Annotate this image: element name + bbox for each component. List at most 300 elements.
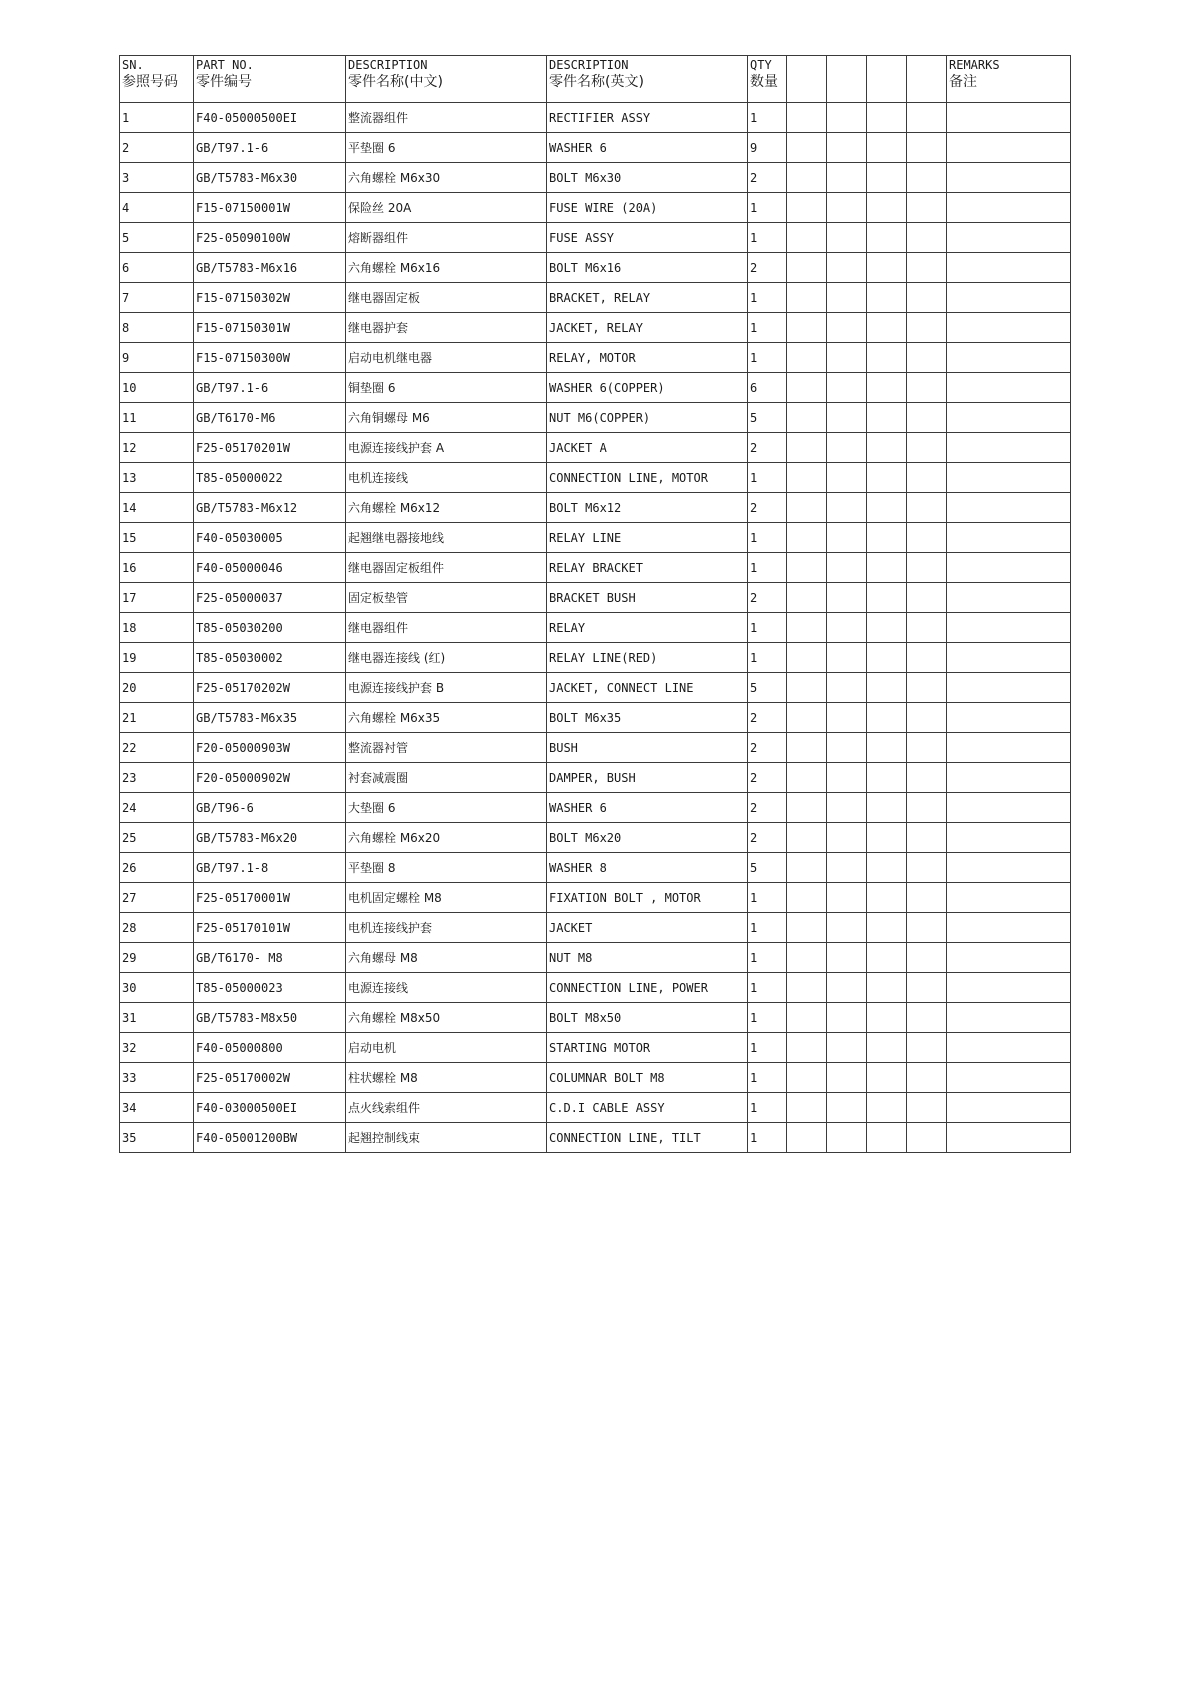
description-cn-cell: 电机连接线 (346, 463, 547, 493)
qty-cell: 2 (748, 823, 787, 853)
header-part-no: PART NO. 零件编号 (194, 56, 346, 103)
blank-cell-4 (907, 673, 947, 703)
description-cn-cell: 柱状螺栓 M8 (346, 1063, 547, 1093)
sn-cell: 1 (120, 103, 194, 133)
parts-table (119, 55, 1071, 1153)
blank-cell-1 (787, 883, 827, 913)
description-en-cell: JACKET (547, 913, 748, 943)
description-en-cell: RELAY LINE (547, 523, 748, 553)
blank-cell-3 (867, 613, 907, 643)
header-blank-3 (867, 56, 907, 103)
sn-cell: 2 (120, 133, 194, 163)
blank-cell-3 (867, 913, 907, 943)
qty-cell: 1 (748, 313, 787, 343)
blank-cell-1 (787, 703, 827, 733)
blank-cell-2 (827, 463, 867, 493)
description-cn-cell: 六角螺栓 M6x16 (346, 253, 547, 283)
sn-cell: 12 (120, 433, 194, 463)
header-sn: SN. 参照号码 (120, 56, 194, 103)
table-row (120, 343, 1071, 373)
blank-cell-1 (787, 1033, 827, 1063)
qty-cell: 5 (748, 853, 787, 883)
sn-cell: 26 (120, 853, 194, 883)
blank-cell-1 (787, 103, 827, 133)
sn-cell: 3 (120, 163, 194, 193)
qty-cell: 2 (748, 763, 787, 793)
header-blank-4 (907, 56, 947, 103)
blank-cell-4 (907, 313, 947, 343)
remarks-cell (947, 1003, 1071, 1033)
blank-cell-2 (827, 943, 867, 973)
blank-cell-3 (867, 193, 907, 223)
remarks-cell (947, 883, 1071, 913)
remarks-cell (947, 133, 1071, 163)
sn-cell: 24 (120, 793, 194, 823)
part-no-cell: F25-05000037 (194, 583, 346, 613)
table-row (120, 1063, 1071, 1093)
qty-cell: 5 (748, 403, 787, 433)
blank-cell-1 (787, 943, 827, 973)
blank-cell-4 (907, 463, 947, 493)
sn-cell: 16 (120, 553, 194, 583)
blank-cell-3 (867, 553, 907, 583)
description-cn-cell: 平垫圈 8 (346, 853, 547, 883)
table-row (120, 523, 1071, 553)
remarks-cell (947, 973, 1071, 1003)
blank-cell-2 (827, 1033, 867, 1063)
table-row (120, 973, 1071, 1003)
description-cn-cell: 六角螺栓 M6x20 (346, 823, 547, 853)
description-cn-cell: 铜垫圈 6 (346, 373, 547, 403)
remarks-cell (947, 193, 1071, 223)
blank-cell-4 (907, 823, 947, 853)
blank-cell-4 (907, 733, 947, 763)
description-cn-cell: 电源连接线护套 A (346, 433, 547, 463)
qty-cell: 1 (748, 553, 787, 583)
description-cn-cell: 起翘继电器接地线 (346, 523, 547, 553)
blank-cell-2 (827, 673, 867, 703)
blank-cell-2 (827, 253, 867, 283)
part-no-cell: F40-05000800 (194, 1033, 346, 1063)
qty-cell: 2 (748, 583, 787, 613)
blank-cell-4 (907, 1033, 947, 1063)
blank-cell-4 (907, 253, 947, 283)
blank-cell-3 (867, 463, 907, 493)
description-cn-cell: 六角螺栓 M6x12 (346, 493, 547, 523)
sn-cell: 25 (120, 823, 194, 853)
table-row (120, 163, 1071, 193)
blank-cell-4 (907, 643, 947, 673)
table-row (120, 703, 1071, 733)
blank-cell-4 (907, 613, 947, 643)
blank-cell-1 (787, 193, 827, 223)
table-row (120, 253, 1071, 283)
description-en-cell: JACKET, CONNECT LINE (547, 673, 748, 703)
part-no-cell: T85-05000023 (194, 973, 346, 1003)
blank-cell-4 (907, 373, 947, 403)
remarks-cell (947, 793, 1071, 823)
qty-cell: 2 (748, 793, 787, 823)
qty-cell: 2 (748, 733, 787, 763)
blank-cell-3 (867, 493, 907, 523)
part-no-cell: F40-05000046 (194, 553, 346, 583)
blank-cell-1 (787, 733, 827, 763)
description-en-cell: WASHER 6 (547, 793, 748, 823)
table-row (120, 1003, 1071, 1033)
blank-cell-1 (787, 343, 827, 373)
part-no-cell: GB/T5783-M6x12 (194, 493, 346, 523)
remarks-cell (947, 643, 1071, 673)
qty-cell: 1 (748, 523, 787, 553)
remarks-cell (947, 673, 1071, 703)
part-no-cell: F40-03000500EI (194, 1093, 346, 1123)
blank-cell-3 (867, 703, 907, 733)
description-cn-cell: 固定板垫管 (346, 583, 547, 613)
sn-cell: 4 (120, 193, 194, 223)
remarks-cell (947, 1093, 1071, 1123)
remarks-cell (947, 823, 1071, 853)
description-cn-cell: 六角螺栓 M8x50 (346, 1003, 547, 1033)
blank-cell-3 (867, 223, 907, 253)
blank-cell-2 (827, 613, 867, 643)
blank-cell-2 (827, 853, 867, 883)
sn-cell: 11 (120, 403, 194, 433)
part-no-cell: F15-07150300W (194, 343, 346, 373)
blank-cell-1 (787, 133, 827, 163)
description-en-cell: RECTIFIER ASSY (547, 103, 748, 133)
blank-cell-2 (827, 433, 867, 463)
table-header-row (120, 56, 1071, 103)
blank-cell-3 (867, 373, 907, 403)
sn-cell: 32 (120, 1033, 194, 1063)
remarks-cell (947, 463, 1071, 493)
sn-cell: 5 (120, 223, 194, 253)
qty-cell: 1 (748, 193, 787, 223)
table-row (120, 943, 1071, 973)
part-no-cell: GB/T6170- M8 (194, 943, 346, 973)
table-row (120, 373, 1071, 403)
blank-cell-2 (827, 1003, 867, 1033)
blank-cell-2 (827, 793, 867, 823)
part-no-cell: GB/T5783-M6x20 (194, 823, 346, 853)
description-cn-cell: 继电器连接线 (红) (346, 643, 547, 673)
sn-cell: 28 (120, 913, 194, 943)
remarks-cell (947, 373, 1071, 403)
description-cn-cell: 衬套减震圈 (346, 763, 547, 793)
blank-cell-1 (787, 823, 827, 853)
remarks-cell (947, 103, 1071, 133)
blank-cell-1 (787, 433, 827, 463)
blank-cell-3 (867, 1033, 907, 1063)
header-description-en: DESCRIPTION 零件名称(英文) (547, 56, 748, 103)
remarks-cell (947, 283, 1071, 313)
sn-cell: 17 (120, 583, 194, 613)
sn-cell: 18 (120, 613, 194, 643)
part-no-cell: GB/T97.1-8 (194, 853, 346, 883)
remarks-cell (947, 343, 1071, 373)
description-cn-cell: 熔断器组件 (346, 223, 547, 253)
description-en-cell: WASHER 6(COPPER) (547, 373, 748, 403)
blank-cell-3 (867, 973, 907, 1003)
description-en-cell: NUT M6(COPPER) (547, 403, 748, 433)
remarks-cell (947, 163, 1071, 193)
part-no-cell: T85-05000022 (194, 463, 346, 493)
blank-cell-1 (787, 613, 827, 643)
blank-cell-2 (827, 523, 867, 553)
blank-cell-2 (827, 1123, 867, 1153)
blank-cell-4 (907, 973, 947, 1003)
remarks-cell (947, 493, 1071, 523)
table-row (120, 1123, 1071, 1153)
blank-cell-3 (867, 823, 907, 853)
sn-cell: 22 (120, 733, 194, 763)
table-row (120, 463, 1071, 493)
qty-cell: 1 (748, 343, 787, 373)
qty-cell: 1 (748, 1123, 787, 1153)
description-cn-cell: 大垫圈 6 (346, 793, 547, 823)
blank-cell-1 (787, 973, 827, 1003)
qty-cell: 6 (748, 373, 787, 403)
blank-cell-4 (907, 223, 947, 253)
blank-cell-1 (787, 163, 827, 193)
blank-cell-4 (907, 1063, 947, 1093)
description-en-cell: BOLT M8x50 (547, 1003, 748, 1033)
blank-cell-4 (907, 793, 947, 823)
description-cn-cell: 启动电机 (346, 1033, 547, 1063)
blank-cell-3 (867, 103, 907, 133)
blank-cell-3 (867, 1003, 907, 1033)
blank-cell-3 (867, 343, 907, 373)
description-en-cell: RELAY LINE(RED) (547, 643, 748, 673)
table-row (120, 793, 1071, 823)
blank-cell-4 (907, 163, 947, 193)
blank-cell-3 (867, 283, 907, 313)
table-row (120, 103, 1071, 133)
sn-cell: 15 (120, 523, 194, 553)
table-row (120, 403, 1071, 433)
qty-cell: 2 (748, 253, 787, 283)
part-no-cell: F20-05000902W (194, 763, 346, 793)
qty-cell: 5 (748, 673, 787, 703)
blank-cell-1 (787, 643, 827, 673)
blank-cell-2 (827, 883, 867, 913)
sn-cell: 34 (120, 1093, 194, 1123)
blank-cell-4 (907, 343, 947, 373)
part-no-cell: F15-07150302W (194, 283, 346, 313)
blank-cell-4 (907, 493, 947, 523)
blank-cell-4 (907, 583, 947, 613)
description-cn-cell: 六角螺栓 M6x30 (346, 163, 547, 193)
sn-cell: 8 (120, 313, 194, 343)
description-en-cell: RELAY BRACKET (547, 553, 748, 583)
blank-cell-2 (827, 643, 867, 673)
description-en-cell: STARTING MOTOR (547, 1033, 748, 1063)
table-row (120, 133, 1071, 163)
remarks-cell (947, 553, 1071, 583)
qty-cell: 1 (748, 1033, 787, 1063)
remarks-cell (947, 733, 1071, 763)
blank-cell-2 (827, 133, 867, 163)
blank-cell-3 (867, 943, 907, 973)
blank-cell-3 (867, 643, 907, 673)
blank-cell-1 (787, 463, 827, 493)
part-no-cell: GB/T6170-M6 (194, 403, 346, 433)
blank-cell-2 (827, 1063, 867, 1093)
header-description-cn: DESCRIPTION 零件名称(中文) (346, 56, 547, 103)
qty-cell: 9 (748, 133, 787, 163)
blank-cell-2 (827, 1093, 867, 1123)
description-en-cell: RELAY (547, 613, 748, 643)
blank-cell-2 (827, 973, 867, 1003)
blank-cell-4 (907, 853, 947, 883)
description-en-cell: CONNECTION LINE, MOTOR (547, 463, 748, 493)
table-row (120, 493, 1071, 523)
blank-cell-3 (867, 403, 907, 433)
blank-cell-3 (867, 853, 907, 883)
description-en-cell: FIXATION BOLT , MOTOR (547, 883, 748, 913)
blank-cell-3 (867, 433, 907, 463)
description-cn-cell: 电机连接线护套 (346, 913, 547, 943)
blank-cell-4 (907, 523, 947, 553)
qty-cell: 1 (748, 913, 787, 943)
description-en-cell: COLUMNAR BOLT M8 (547, 1063, 748, 1093)
description-en-cell: JACKET, RELAY (547, 313, 748, 343)
blank-cell-4 (907, 133, 947, 163)
blank-cell-3 (867, 133, 907, 163)
blank-cell-1 (787, 553, 827, 583)
sn-cell: 6 (120, 253, 194, 283)
remarks-cell (947, 853, 1071, 883)
sn-cell: 30 (120, 973, 194, 1003)
description-cn-cell: 电源连接线护套 B (346, 673, 547, 703)
remarks-cell (947, 613, 1071, 643)
part-no-cell: F40-05001200BW (194, 1123, 346, 1153)
part-no-cell: F25-05170002W (194, 1063, 346, 1093)
blank-cell-2 (827, 193, 867, 223)
blank-cell-1 (787, 1123, 827, 1153)
table-row (120, 1033, 1071, 1063)
description-en-cell: BUSH (547, 733, 748, 763)
remarks-cell (947, 913, 1071, 943)
part-no-cell: F15-07150001W (194, 193, 346, 223)
sn-cell: 19 (120, 643, 194, 673)
blank-cell-4 (907, 283, 947, 313)
blank-cell-4 (907, 103, 947, 133)
sn-cell: 35 (120, 1123, 194, 1153)
blank-cell-2 (827, 163, 867, 193)
qty-cell: 1 (748, 283, 787, 313)
table-row (120, 823, 1071, 853)
description-cn-cell: 六角螺母 M8 (346, 943, 547, 973)
description-cn-cell: 整流器衬管 (346, 733, 547, 763)
part-no-cell: F40-05030005 (194, 523, 346, 553)
description-en-cell: BOLT M6x30 (547, 163, 748, 193)
table-row (120, 853, 1071, 883)
blank-cell-4 (907, 703, 947, 733)
remarks-cell (947, 253, 1071, 283)
part-no-cell: F15-07150301W (194, 313, 346, 343)
blank-cell-1 (787, 523, 827, 553)
description-cn-cell: 整流器组件 (346, 103, 547, 133)
part-no-cell: GB/T5783-M6x16 (194, 253, 346, 283)
part-no-cell: T85-05030002 (194, 643, 346, 673)
blank-cell-3 (867, 733, 907, 763)
description-cn-cell: 继电器组件 (346, 613, 547, 643)
remarks-cell (947, 943, 1071, 973)
blank-cell-3 (867, 673, 907, 703)
description-cn-cell: 起翘控制线束 (346, 1123, 547, 1153)
blank-cell-2 (827, 493, 867, 523)
sn-cell: 7 (120, 283, 194, 313)
blank-cell-1 (787, 673, 827, 703)
remarks-cell (947, 523, 1071, 553)
blank-cell-2 (827, 703, 867, 733)
remarks-cell (947, 403, 1071, 433)
sn-cell: 33 (120, 1063, 194, 1093)
blank-cell-3 (867, 883, 907, 913)
blank-cell-1 (787, 223, 827, 253)
remarks-cell (947, 763, 1071, 793)
description-cn-cell: 继电器固定板 (346, 283, 547, 313)
blank-cell-2 (827, 403, 867, 433)
description-cn-cell: 六角铜螺母 M6 (346, 403, 547, 433)
description-en-cell: NUT M8 (547, 943, 748, 973)
description-cn-cell: 电源连接线 (346, 973, 547, 1003)
blank-cell-2 (827, 583, 867, 613)
header-blank-2 (827, 56, 867, 103)
description-en-cell: BRACKET BUSH (547, 583, 748, 613)
blank-cell-2 (827, 283, 867, 313)
part-no-cell: GB/T5783-M6x35 (194, 703, 346, 733)
blank-cell-1 (787, 583, 827, 613)
description-en-cell: BRACKET, RELAY (547, 283, 748, 313)
table-row (120, 673, 1071, 703)
remarks-cell (947, 1123, 1071, 1153)
table-row (120, 763, 1071, 793)
sn-cell: 23 (120, 763, 194, 793)
table-row (120, 733, 1071, 763)
blank-cell-2 (827, 823, 867, 853)
blank-cell-3 (867, 793, 907, 823)
qty-cell: 1 (748, 973, 787, 1003)
sn-cell: 13 (120, 463, 194, 493)
sn-cell: 21 (120, 703, 194, 733)
description-cn-cell: 保险丝 20A (346, 193, 547, 223)
blank-cell-3 (867, 523, 907, 553)
remarks-cell (947, 433, 1071, 463)
qty-cell: 1 (748, 103, 787, 133)
description-en-cell: CONNECTION LINE, POWER (547, 973, 748, 1003)
blank-cell-2 (827, 103, 867, 133)
header-remarks: REMARKS 备注 (947, 56, 1071, 103)
description-en-cell: DAMPER, BUSH (547, 763, 748, 793)
part-no-cell: F40-05000500EI (194, 103, 346, 133)
blank-cell-4 (907, 403, 947, 433)
description-en-cell: FUSE ASSY (547, 223, 748, 253)
blank-cell-4 (907, 883, 947, 913)
blank-cell-1 (787, 793, 827, 823)
table-row (120, 1093, 1071, 1123)
blank-cell-4 (907, 943, 947, 973)
description-en-cell: BOLT M6x16 (547, 253, 748, 283)
sn-cell: 14 (120, 493, 194, 523)
sn-cell: 29 (120, 943, 194, 973)
qty-cell: 1 (748, 1093, 787, 1123)
table-row (120, 223, 1071, 253)
qty-cell: 1 (748, 1063, 787, 1093)
blank-cell-3 (867, 1063, 907, 1093)
blank-cell-2 (827, 313, 867, 343)
